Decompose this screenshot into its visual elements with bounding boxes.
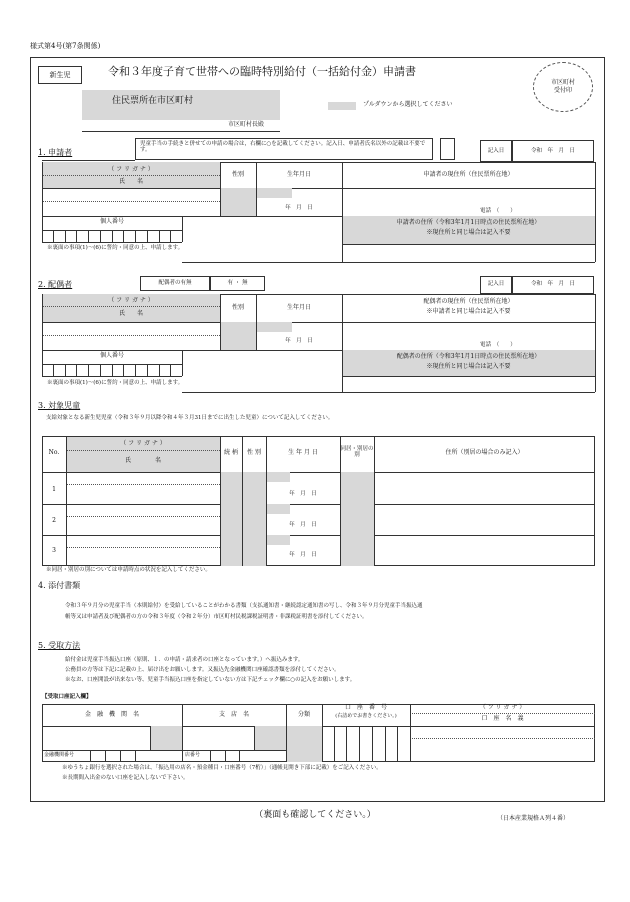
receipt-note2: ※長期間入出金のない口座を記入しないで下さい。 bbox=[62, 775, 189, 781]
applicant-mynumber-field[interactable] bbox=[42, 230, 182, 242]
applicant-consent: ※裏面の事項(1)～(6)に誓約・同意の上、申請します。 bbox=[47, 245, 184, 251]
children-no-header: No. bbox=[48, 449, 60, 456]
account-no-header: 口 座 番 号 bbox=[344, 704, 387, 711]
branch-code-label: 店番号 bbox=[185, 752, 201, 758]
form-number: 様式第4号(第7条関係) bbox=[30, 42, 101, 50]
bank-code-field[interactable] bbox=[90, 750, 150, 762]
attachments-heading: 4. 添付書類 bbox=[38, 581, 81, 590]
spouse-address-note: ※申請者と同じ場合は記入不要 bbox=[426, 308, 511, 315]
spouse-entry-date-value: 令和 年 月 日 bbox=[530, 281, 575, 287]
stamp-line1: 市区町村 bbox=[550, 79, 575, 86]
attachments-line2: 帳等又は申請者及び配偶者の方の令和３年度（令和２年分）市区町村民税課税証明書・非課税証明書を添付してください。 bbox=[65, 614, 368, 620]
spouse-base-address-note: ※現住所と同じ場合は記入不要 bbox=[426, 363, 511, 370]
entry-date-label: 記入日 bbox=[487, 148, 505, 154]
receipt-heading: 5. 受取方法 bbox=[38, 641, 81, 650]
spouse-phone: 電話 （ ） bbox=[480, 342, 516, 348]
spouse-mynumber-field[interactable] bbox=[42, 364, 182, 376]
holder-header: 口 座 名 義 bbox=[481, 715, 524, 722]
spouse-gender-label: 性別 bbox=[231, 304, 244, 311]
spouse-mynumber-label: 個人番号 bbox=[99, 352, 124, 359]
attachments-line1: 令和３年９月分の児童手当（本則給付）を受給していることがわかる書類（支払通知書・継続認定通知書の写し、令和３年９月分児童手当振込通 bbox=[65, 603, 423, 609]
spouse-gender-field[interactable] bbox=[220, 322, 256, 350]
applicant-ymd: 年 月 日 bbox=[285, 205, 313, 211]
child-1-name-field[interactable] bbox=[66, 472, 220, 504]
pulldown-select[interactable] bbox=[328, 102, 356, 110]
applicant-gender-field[interactable] bbox=[220, 188, 256, 216]
applicant-base-address-label: 申請者の住所（令和3年1月1日時点の住民票所在地） bbox=[396, 219, 541, 226]
child-3-name-field[interactable] bbox=[66, 535, 220, 566]
receipt-line3: ※なお、口座開設が出来ない等、児童手当振込口座を指定していない方は下記チェック欄に○の記入をお願いします。 bbox=[65, 677, 356, 683]
bank-name-header: 金 融 機 関 名 bbox=[84, 711, 139, 718]
receipt-line1: 給付金は児童手当振込口座（原則、１．の申請・請求者の口座となっています。）へ振込みます。 bbox=[65, 657, 304, 663]
page-title: 令和３年度子育て世帯への臨時特別給付（一括給付金）申請書 bbox=[108, 65, 416, 78]
back-side-note: （裏面も確認してください。） bbox=[254, 810, 376, 820]
child-2-name-field[interactable] bbox=[66, 504, 220, 535]
applicant-heading: 1. 申請者 bbox=[38, 148, 73, 157]
child-1-relation-gender-field[interactable] bbox=[220, 472, 266, 504]
children-relation-header: 続 柄 bbox=[224, 449, 238, 456]
spouse-exists-value: 有 ・ 無 bbox=[227, 280, 248, 286]
pulldown-hint: プルダウンから選択してください bbox=[363, 101, 453, 108]
branch-type-select[interactable] bbox=[254, 726, 286, 750]
bank-name-field[interactable] bbox=[42, 726, 150, 750]
paper-size-note: （日本産業規格Ａ列４番） bbox=[497, 815, 570, 822]
child-1-era-select[interactable] bbox=[266, 472, 290, 482]
account-type-field[interactable] bbox=[286, 726, 322, 762]
spouse-name-field[interactable] bbox=[42, 322, 220, 350]
child-2-relation-gender-field[interactable] bbox=[220, 504, 266, 535]
spouse-base-address-label: 配偶者の住所（令和3年1月1日時点の住民票所在地） bbox=[396, 353, 541, 360]
applicant-era-select[interactable] bbox=[256, 188, 292, 198]
applicant-address-label: 申請者の現住所（住民票所在地） bbox=[423, 171, 514, 178]
spouse-name-label: 氏 名 bbox=[118, 310, 143, 317]
children-heading: 3. 対象児童 bbox=[38, 401, 81, 410]
child-1-ymd: 年 月 日 bbox=[289, 491, 317, 497]
applicant-name-label: 氏 名 bbox=[118, 178, 143, 185]
child-2-ymd: 年 月 日 bbox=[289, 522, 317, 528]
children-cohabit-header: 同居・別居の別 bbox=[340, 446, 374, 459]
applicant-birth-label: 生年月日 bbox=[286, 171, 311, 178]
child-row-no-2: 2 bbox=[52, 517, 56, 524]
branch-code-field[interactable] bbox=[210, 750, 254, 762]
spouse-entry-date-label: 記入日 bbox=[487, 281, 505, 287]
applicant-base-address-field[interactable] bbox=[342, 244, 595, 262]
children-gender-header: 性 別 bbox=[247, 449, 261, 456]
branch-name-header: 支 店 名 bbox=[218, 711, 249, 718]
child-3-ymd: 年 月 日 bbox=[289, 552, 317, 558]
account-no-note: (右詰めでお書きください。) bbox=[335, 713, 397, 719]
child-row-no-1: 1 bbox=[52, 486, 56, 493]
type-header: 分類 bbox=[297, 711, 310, 718]
applicant-phone: 電話 （ ） bbox=[480, 208, 516, 214]
newborn-badge: 新生児 bbox=[38, 66, 82, 84]
child-2-era-select[interactable] bbox=[266, 504, 290, 514]
children-note: ※同居・別居の別については申請時点の状況を記入してください。 bbox=[46, 567, 211, 573]
applicant-base-address-note: ※現住所と同じ場合は記入不要 bbox=[426, 229, 511, 236]
spouse-furigana-label: （ フ リ ガ ナ ） bbox=[108, 297, 154, 304]
spouse-exists-label: 配偶者の有無 bbox=[158, 280, 192, 286]
child-3-era-select[interactable] bbox=[266, 535, 290, 545]
applicant-gender-label: 性別 bbox=[231, 171, 244, 178]
stamp-line2: 受付印 bbox=[553, 87, 572, 94]
children-address-header: 住所（別居の場合のみ記入） bbox=[445, 449, 524, 456]
spouse-base-address-field[interactable] bbox=[342, 376, 595, 392]
child-row-no-3: 3 bbox=[52, 547, 56, 554]
child-1-cohabit-field[interactable] bbox=[340, 472, 374, 504]
bank-code-label: 金融機関番号 bbox=[44, 752, 75, 758]
applicant-furigana-label: （ フ リ ガ ナ ） bbox=[108, 166, 154, 173]
account-number-field[interactable] bbox=[322, 726, 410, 762]
child-allowance-check[interactable] bbox=[440, 138, 455, 160]
mayor-label: 市区町村長殿 bbox=[228, 121, 265, 128]
bank-type-select[interactable] bbox=[150, 726, 182, 750]
holder-furigana-header: （ フ リ ガ ナ ） bbox=[479, 704, 526, 711]
child-2-cohabit-field[interactable] bbox=[340, 504, 374, 535]
spouse-era-select[interactable] bbox=[256, 322, 292, 332]
applicant-note: 児童手当の手続きと併せての申請の場合は，右欄に○を記載してください。記入日、申請者氏名以外の記載は不要です。 bbox=[140, 141, 426, 154]
child-3-relation-gender-field[interactable] bbox=[220, 535, 266, 566]
spouse-address-label: 配偶者の現住所（住民票所在地） bbox=[423, 298, 514, 305]
children-intro: 支給対象となる新生児児童（令和３年９月以降令和４年３月31日までに出生した児童）について記入してください。 bbox=[46, 415, 334, 421]
children-birth-header: 生 年 月 日 bbox=[288, 449, 318, 456]
applicant-mynumber-label: 個人番号 bbox=[99, 218, 124, 225]
account-heading: 【受取口座記入欄】 bbox=[42, 694, 92, 700]
spouse-birth-label: 生年月日 bbox=[286, 304, 311, 311]
spouse-heading: 2. 配偶者 bbox=[38, 280, 73, 289]
receipt-line2: 公務員の方等は下記に記載の上、届け出をお願いします。又振込先金融機関口座確認書類を添付してください。 bbox=[65, 667, 340, 673]
spouse-consent: ※裏面の事項(1)～(6)に誓約・同意の上、申請します。 bbox=[47, 380, 184, 386]
spouse-ymd: 年 月 日 bbox=[285, 338, 313, 344]
children-furigana-header: （ フ リ ガ ナ ） bbox=[120, 440, 166, 447]
child-3-cohabit-field[interactable] bbox=[340, 535, 374, 566]
children-name-header: 氏 名 bbox=[124, 457, 161, 464]
applicant-name-field[interactable] bbox=[42, 188, 220, 216]
entry-date-value: 令和 年 月 日 bbox=[530, 148, 575, 154]
branch-name-field[interactable] bbox=[182, 726, 254, 750]
holder-field[interactable] bbox=[410, 726, 595, 762]
receipt-note1: ※ゆうちょ銀行を選択された場合は、「振込用の店名・預金種目・口座番号（7桁）」（通帳見開き下部に記載）をご記入ください。 bbox=[62, 765, 382, 771]
municipality-label: 住民票所在市区町村 bbox=[112, 96, 194, 106]
